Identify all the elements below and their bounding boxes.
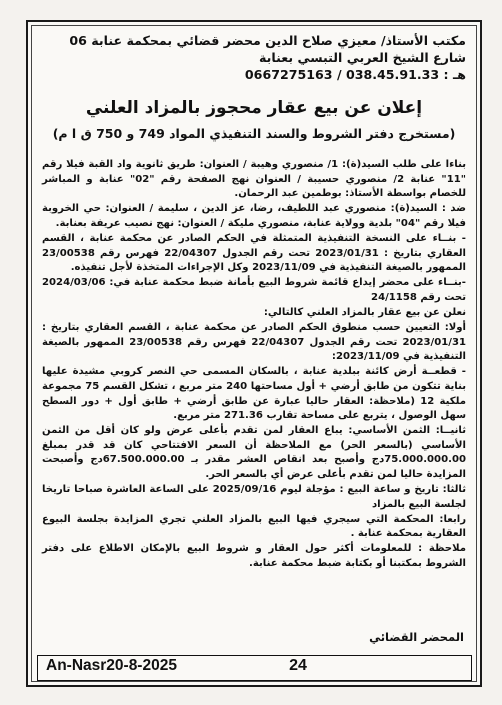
office-phone: هـ : 038.45.91.33 / 0667275163 — [244, 67, 466, 82]
body-paragraph-deposit: -بنــاء على محضر إيداع قائمة شروط البيع بأمانة ضبط محكمة عنابة في: 2024/03/06 تحت رقم 24/1158 — [42, 277, 466, 303]
body-paragraph-note: ملاحظة : للمعلومات أكثر حول العقار و شروط البيع بالإمكان الاطلاع على دفتر الشروط بمكتبنا أو بكتابة ضبط محكمة عنابة. — [42, 543, 466, 570]
body-paragraph-property: - قطعــة أرض كائنة ببلدية عنابة ، بالسكان المسمى حي النصر كروبي مشيدة عليها بناية تتكون من طابق أرضي + أول مساحتها 240 متر مربع ، تشكل القسم 75 مجموعة ملكية 12 (ملاحظة: العقار حاليا عبارة عن طابق أرضي + طابق أول + دور السطح سهل الوصول ، يتربع على مساحة تقارب 271.36 متر مربع. — [42, 366, 467, 422]
announcement-inner-frame — [31, 25, 477, 682]
body-paragraph-price: ثانيــا: الثمن الأساسي: يباع العقار لمن تقدم بأعلى عرض ولو كان أقل من الثمن الأساسي (بالسعر الحر) مع الملاحظة أن السعر الافتتاحي كان قد قدر بمبلغ 75.000.000.00دج وأصبح بعد انقاص العشر مقدر بـ 67.500.000.00دج وأصبحت المزايدة حاليا لمن تقدم بأعلى عرض أي بالسعر الحر. — [42, 425, 466, 480]
bailiff-header — [52, 32, 466, 83]
newspaper-source-date: An-Nasr20-8-2025 — [46, 657, 177, 674]
announcement-subtitle: (مستخرج دفتر الشروط والسند التنفيذي المواد 749 و 750 ق ا م) — [52, 126, 456, 141]
body-paragraph-first: أولا: التعيين حسب منطوق الحكم الصادر عن محكمة عنابة ، القسم العقاري بتاريخ : 2023/01/31 تحت رقم الجدول 22/04307 فهرس رقم 23/00538 الممهور بالصيغة التنفيذية في 2023/11/09: — [42, 322, 467, 363]
body-paragraph-plaintiffs: بناءا على طلب السيد(ة): 1/ منصوري وهيبة / العنوان: طريق ثانوية واد القبة فيلا رقم "11" عنابة 2/ منصوري حسيبة / العنوان نهج الصفحة رقم "02" عنابة و المباشر للخصام بواسطة الأستاذ: بوطمين عبد الرحمان. — [42, 159, 466, 200]
signer-title: المحضر القضائي — [369, 630, 464, 644]
body-paragraph-defendants: ضد : السيد(ة): منصوري عبد اللطيف، رضا، عز الدين ، سليمة / العنوان: حي الخروبة فيلا رقم "04" بلدية وولاية عنابة، منصوري مليكة / العنوان: نهج نصيب عريفة بعنابة. — [42, 203, 466, 229]
body-paragraph-announce: نعلن عن بيع عقار بالمزاد العلني كالتالي: — [263, 306, 466, 318]
body-paragraph-date: ثالثا: تاريخ و ساعة البيع : مؤجلة ليوم 2025/09/16 على الساعة العاشرة صباحا تاريخا لجلسة البيع بالمزاد — [42, 484, 466, 510]
announcement-body — [42, 158, 466, 572]
announcement-frame — [26, 20, 482, 687]
body-paragraph-court: رابعا: المحكمة التي سيجري فيها البيع بالمزاد العلني تجري المزايدة بجلسة البيوع العقارية بمحكمة عنابة . — [42, 513, 466, 540]
newspaper-footer — [37, 655, 472, 681]
office-address: شارع الشيخ العربي التبسي بعنابة — [259, 50, 466, 65]
office-name: مكتب الأستاذ/ معيزي صلاح الدين محضر قضائي بمحكمة عنابة 06 — [69, 33, 466, 48]
page-number: 24 — [289, 657, 307, 674]
body-paragraph-judgment: - بنــاء على النسخة التنفيذية المتمثلة في الحكم الصادر عن محكمة عنابة ، القسم العقاري بتاريخ : 2023/01/31 تحت رقم الجدول 22/04307 فهرس رقم 23/00538 الممهور بالصيغة التنفيذية في 2023/11/09 وكل الإجراءات المتخذة لأجل تنفيذه. — [42, 232, 467, 274]
announcement-title: إعلان عن بيع عقار محجوز بالمزاد العلني — [85, 98, 423, 118]
